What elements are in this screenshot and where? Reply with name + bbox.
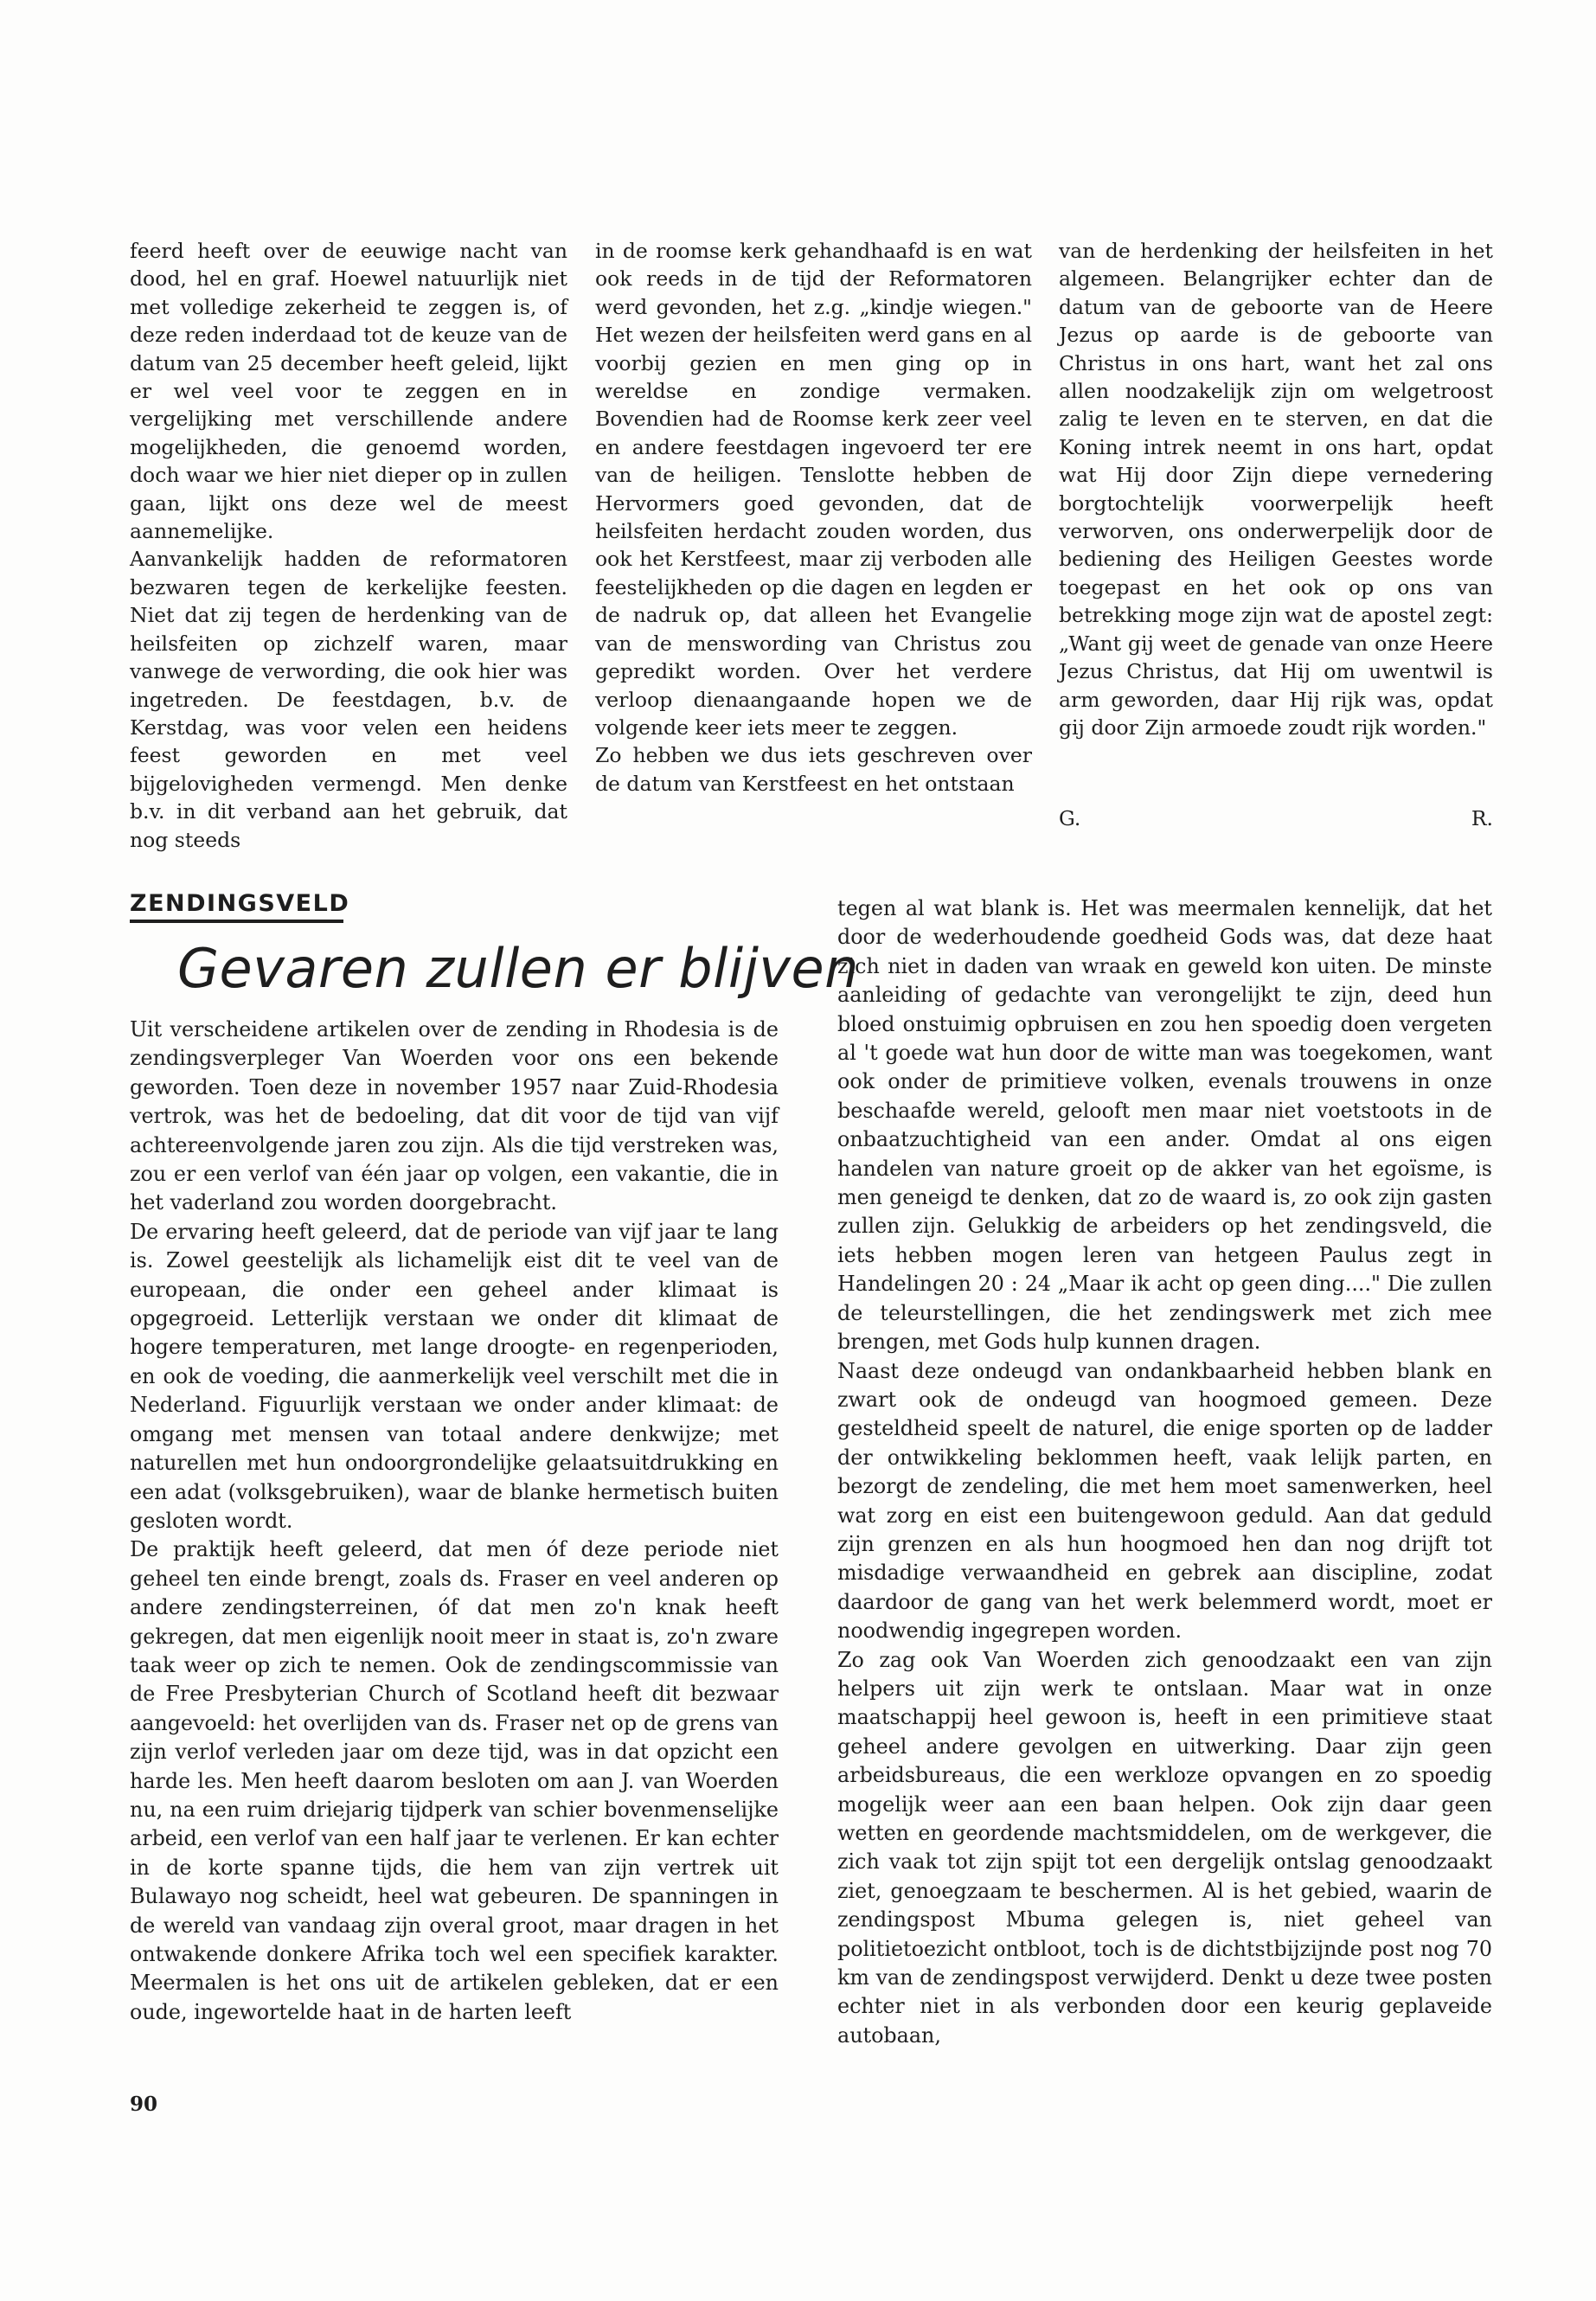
article-headline: Gevaren zullen er blijven [177,937,859,1000]
paragraph: Naast deze ondeugd van ondankbaarheid hebben blank en zwart ook de ondeugd van hoogmoed gemeen. Deze gesteldheid speelt de naturel, die enige sporten op de ladder der ontwikkeling beklommen heeft, vaak lelijk parten, en bezorgt de zendeling, die met hem moet samenwerken, heel wat zorg en eist een buitengewoon geduld. Aan dat geduld zijn grenzen en als hun hoogmoed hen dan nog drijft tot misdadige verwaandheid en gebrek aan discipline, zodat daardoor de gang van het werk belemmerd wordt, moet er noodwendig ingegrepen worden. [837,1358,1492,1644]
section-label: ZENDINGSVELD [130,890,350,917]
paragraph: De praktijk heeft geleerd, dat men óf deze periode niet geheel ten einde brengt, zoals ds. Fraser en veel anderen op andere zendingsterreinen, óf dat men zo'n knak heeft gekregen, dat men eigenlijk nooit meer in staat is, zo'n zware taak weer op zich te nemen. Ook de zendingscommissie van de Free Presbyterian Church of Scotland heeft dit bezwaar aangevoeld: het overlijden van ds. Fraser net op de grens van zijn verlof verleden jaar om deze tijd, was in dat opzicht een harde les. Men heeft daarom besloten om aan J. van Woerden nu, na een ruim driejarig tijdperk van schier bovenmenselijke arbeid, een verlof van een half jaar te verlenen. Er kan echter in de korte spanne tijds, die hem van zijn vertrek uit Bulawayo nog scheidt, heel wat gebeuren. De spanningen in de wereld van vandaag zijn overal groot, maar dragen in het ontwakende donkere Afrika toch wel een specifiek karakter. Meermalen is het ons uit de artikelen gebleken, dat er een oude, ingewortelde haat in de harten leeft [130,1537,779,2024]
section-underline [130,920,343,923]
page-number: 90 [130,2093,158,2116]
top-article-column-3 [1059,237,1493,741]
signature-initial-left: G. [1059,806,1081,830]
paragraph: in de roomse kerk gehandhaafd is en wat ook reeds in de tijd der Reformatoren werd gevonden, het z.g. „kindje wiegen." Het wezen der heilsfeiten werd gans en al voorbij gezien en men ging op in wereldse en zondige vermaken. Bovendien had de Roomse kerk zeer veel en andere feestdagen ingevoerd ter ere van de heiligen. Tenslotte hebben de Hervormers goed gevonden, dat de heilsfeiten herdacht zouden worden, dus ook het Kerstfeest, maar zij verboden alle feestelijkheden op die dagen en legden er de nadruk op, dat alleen het Evangelie van de menswording van Christus zou gepredikt worden. Over het verdere verloop dienaangaande hopen we de volgende keer iets meer te zeggen. [595,239,1032,740]
top-article-column-1 [130,237,567,854]
paragraph: van de herdenking der heilsfeiten in het algemeen. Belangrijker echter dan de datum van de geboorte van de Heere Jezus op aarde is de geboorte van Christus in ons hart, want het zal ons allen noodzakelijk zijn om welgetroost zalig te leven en te sterven, en dat die Koning intrek neemt in ons hart, opdat wat Hij door Zijn diepe vernedering borgtochtelijk voorwerpelijk heeft verworven, ons onderwerpelijk door de bediening des Heiligen Geestes worde toegepast en het ook op ons van betrekking moge zijn wat de apostel zegt: „Want gij weet de genade van onze Heere Jezus Christus, dat Hij om uwentwil is arm geworden, daar Hij rijk was, opdat gij door Zijn armoede zoudt rijk worden." [1059,239,1493,740]
top-article-column-2 [595,237,1032,798]
bottom-article-column-2 [837,894,1492,2050]
paragraph: Aanvankelijk hadden de reformatoren bezwaren tegen de kerkelijke feesten. Niet dat zij tegen de herdenking van de heilsfeiten op zichzelf waren, maar vanwege de verwording, die ook hier was ingetreden. De feestdagen, b.v. de Kerstdag, was voor velen een heidens feest geworden en met veel bijgelovigheden vermengd. Men denke b.v. in dit verband aan het gebruik, dat nog steeds [130,547,567,852]
paragraph: tegen al wat blank is. Het was meermalen kennelijk, dat het door de wederhoudende goedheid Gods was, dat deze haat zich niet in daden van wraak en geweld kon uiten. De minste aanleiding of gedachte van verongelijkt te zijn, deed hun bloed onstuimig opbruisen en zou hen spoedig doen vergeten al 't goede wat hun door de witte man was toegekomen, want ook onder de primitieve volken, evenals trouwens in onze beschaafde wereld, gelooft men maar niet voetstoots in de onbaatzuchtigheid van een ander. Omdat al ons eigen handelen van nature groeit op de akker van het egoïsme, is men geneigd te denken, dat zo de waard is, zo ook zijn gasten zullen zijn. Gelukkig de arbeiders op het zendingsveld, die iets hebben mogen leren van hetgeen Paulus zegt in Handelingen 20 : 24 „Maar ik acht op geen ding...." Die zullen de teleurstellingen, die het zendingswerk met zich mee brengen, met Gods hulp kunnen dragen. [837,896,1492,1355]
paragraph: feerd heeft over de eeuwige nacht van dood, hel en graf. Hoewel natuurlijk niet met volledige zekerheid te zeggen is, of deze reden inderdaad tot de keuze van de datum van 25 december heeft geleid, lijkt er wel veel voor te zeggen en in vergelijking met verschillende andere mogelijkheden, die genoemd worden, doch waar we hier niet dieper op in zullen gaan, lijkt ons deze wel de meest aannemelijke. [130,239,567,544]
paragraph: De ervaring heeft geleerd, dat de periode van vijf jaar te lang is. Zowel geestelijk als lichamelijk eist dit te veel van de europeaan, die onder een geheel ander klimaat is opgegroeid. Letterlijk verstaan we onder dit klimaat de hogere temperaturen, met lange droogte- en regenperioden, en ook de voeding, die aanmerkelijk veel verschilt met die in Nederland. Figuurlijk verstaan we onder ander klimaat: de omgang met mensen van totaal andere denkwijze; met naturellen met hun ondoorgrondelijke gelaatsuitdrukking en een adat (volksgebruiken), waar de blanke hermetisch buiten gesloten wordt. [130,1219,779,1533]
paragraph: Zo hebben we dus iets geschreven over de datum van Kerstfeest en het ontstaan [595,743,1032,796]
signature-initial-right: R. [1471,806,1493,830]
paragraph: Uit verscheidene artikelen over de zending in Rhodesia is de zendingsverpleger Van Woerden voor ons een bekende geworden. Toen deze in november 1957 naar Zuid-Rhodesia vertrok, was het de bedoeling, dat dit voor de tijd van vijf achtereenvolgende jaren zou zijn. Als die tijd verstreken was, zou er een verlof van één jaar op volgen, een vakantie, die in het vaderland zou worden doorgebracht. [130,1017,779,1215]
author-signature [1059,804,1493,832]
paragraph: Zo zag ook Van Woerden zich genoodzaakt een van zijn helpers uit zijn werk te ontslaan. Maar wat in onze maatschappij heel gewoon is, heeft in een primitieve staat geheel andere gevolgen en uitwerking. Daar zijn geen arbeidsbureaus, die een werkloze opvangen en zo spoedig mogelijk weer aan een baan helpen. Ook zijn daar geen wetten en geordende machtsmiddelen, om de werkgever, die zich vaak tot zijn spijt tot een dergelijk ontslag genoodzaakt ziet, genoegzaam te beschermen. Al is het gebied, waarin de zendingspost Mbuma gelegen is, niet geheel van politietoezicht ontbloot, toch is de dichtstbijzijnde post nog 70 km van de zendingspost verwijderd. Denkt u deze twee posten echter niet in als verbonden door een keurig geplaveide autobaan, [837,1647,1492,2048]
bottom-article-column-1 [130,1016,779,2027]
